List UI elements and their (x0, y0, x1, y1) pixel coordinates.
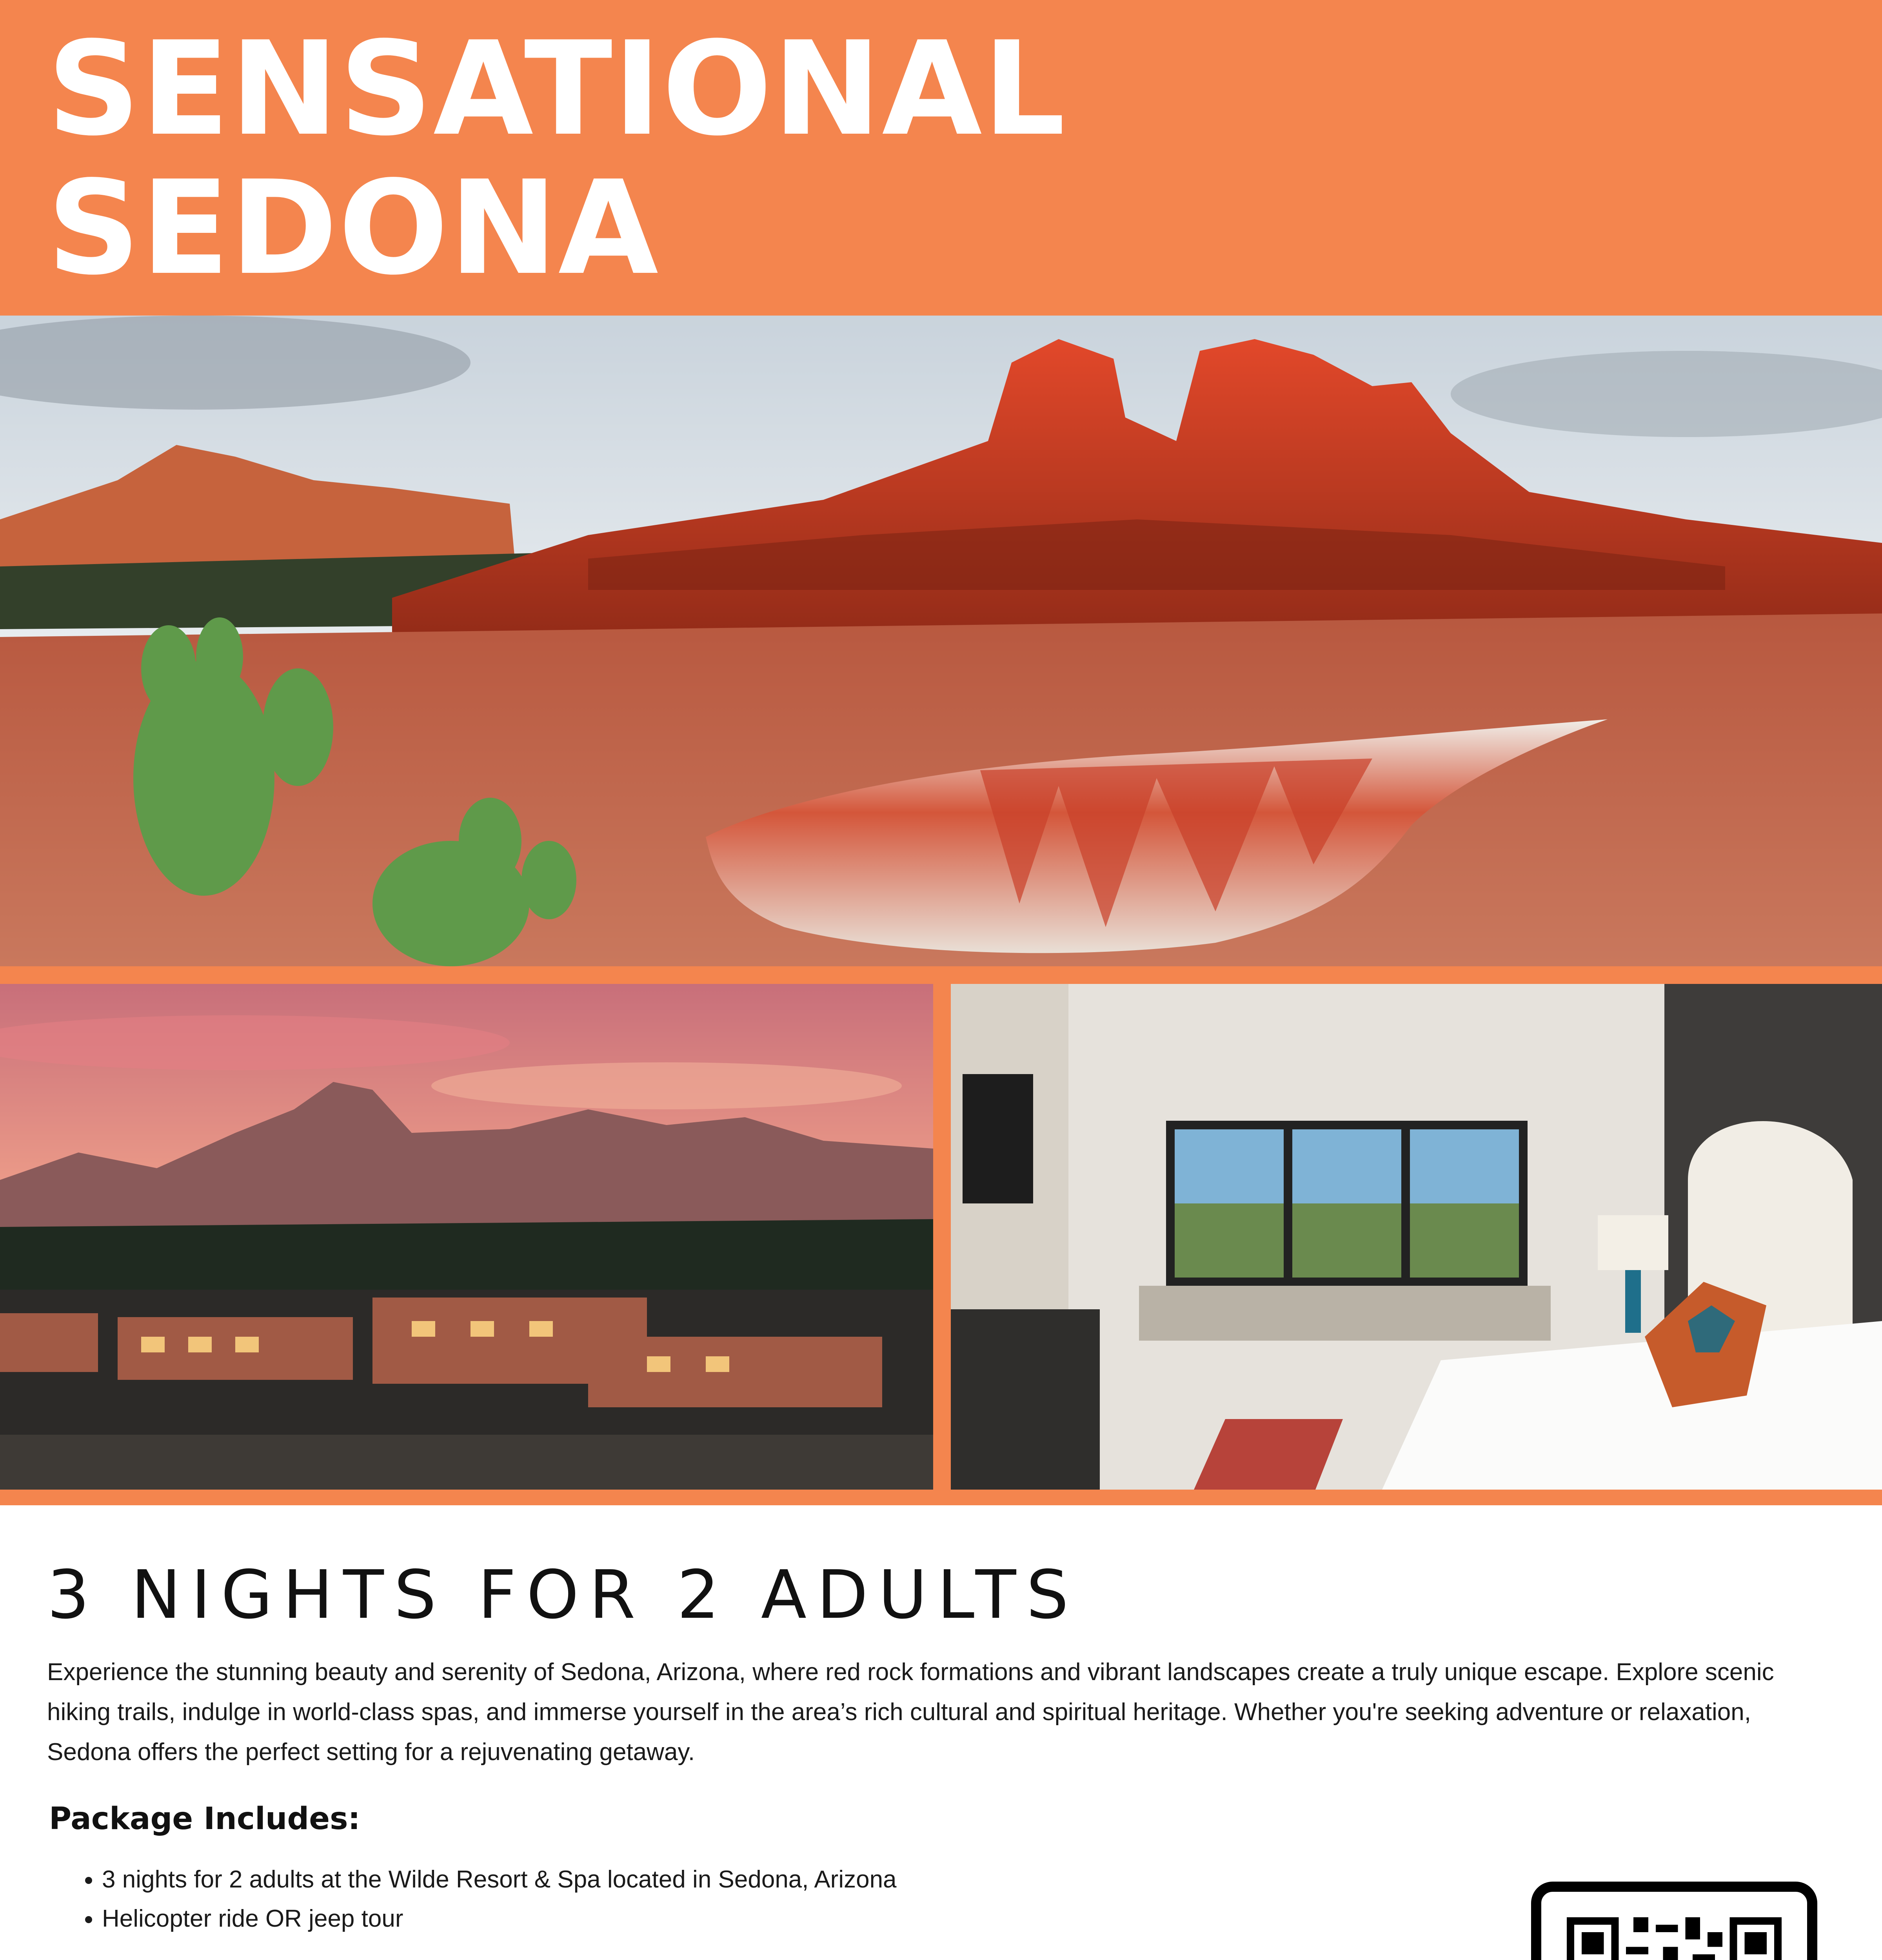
title-line-1: SENSATIONAL (47, 14, 1066, 164)
hotel-bedroom-photo (951, 984, 1882, 1490)
qr-code-icon (1567, 1917, 1782, 1960)
header-band (0, 0, 1882, 314)
description-paragraph: Experience the stunning beauty and serenity of Sedona, Arizona, where red rock formations and vibrant landscapes create a truly unique escape. Explore scenic hiking trails, indulge in world-class spas, and immerse yourself in the area’s rich cultural and spiritual heritage. Whether you're seeking adventure or relaxation, Sedona offers the perfect setting for a rejuvenating getaway. (47, 1659, 1774, 1766)
cathedral-rock-photo (0, 316, 1882, 966)
package-list (47, 1860, 897, 1938)
package-item: • Helicopter ride OR jeep tour (102, 1899, 897, 1938)
package-item: • 3 nights for 2 adults at the Wilde Resort & Spa located in Sedona, Arizona (102, 1860, 897, 1899)
title-line-2: SEDONA (47, 153, 659, 303)
qr-code[interactable] (1531, 1882, 1817, 1960)
resort-aerial-photo (0, 984, 933, 1490)
offer-headline: 3 NIGHTS FOR 2 ADULTS (47, 1556, 1079, 1634)
package-heading: Package Includes: (49, 1801, 360, 1837)
page-title (47, 14, 1066, 303)
